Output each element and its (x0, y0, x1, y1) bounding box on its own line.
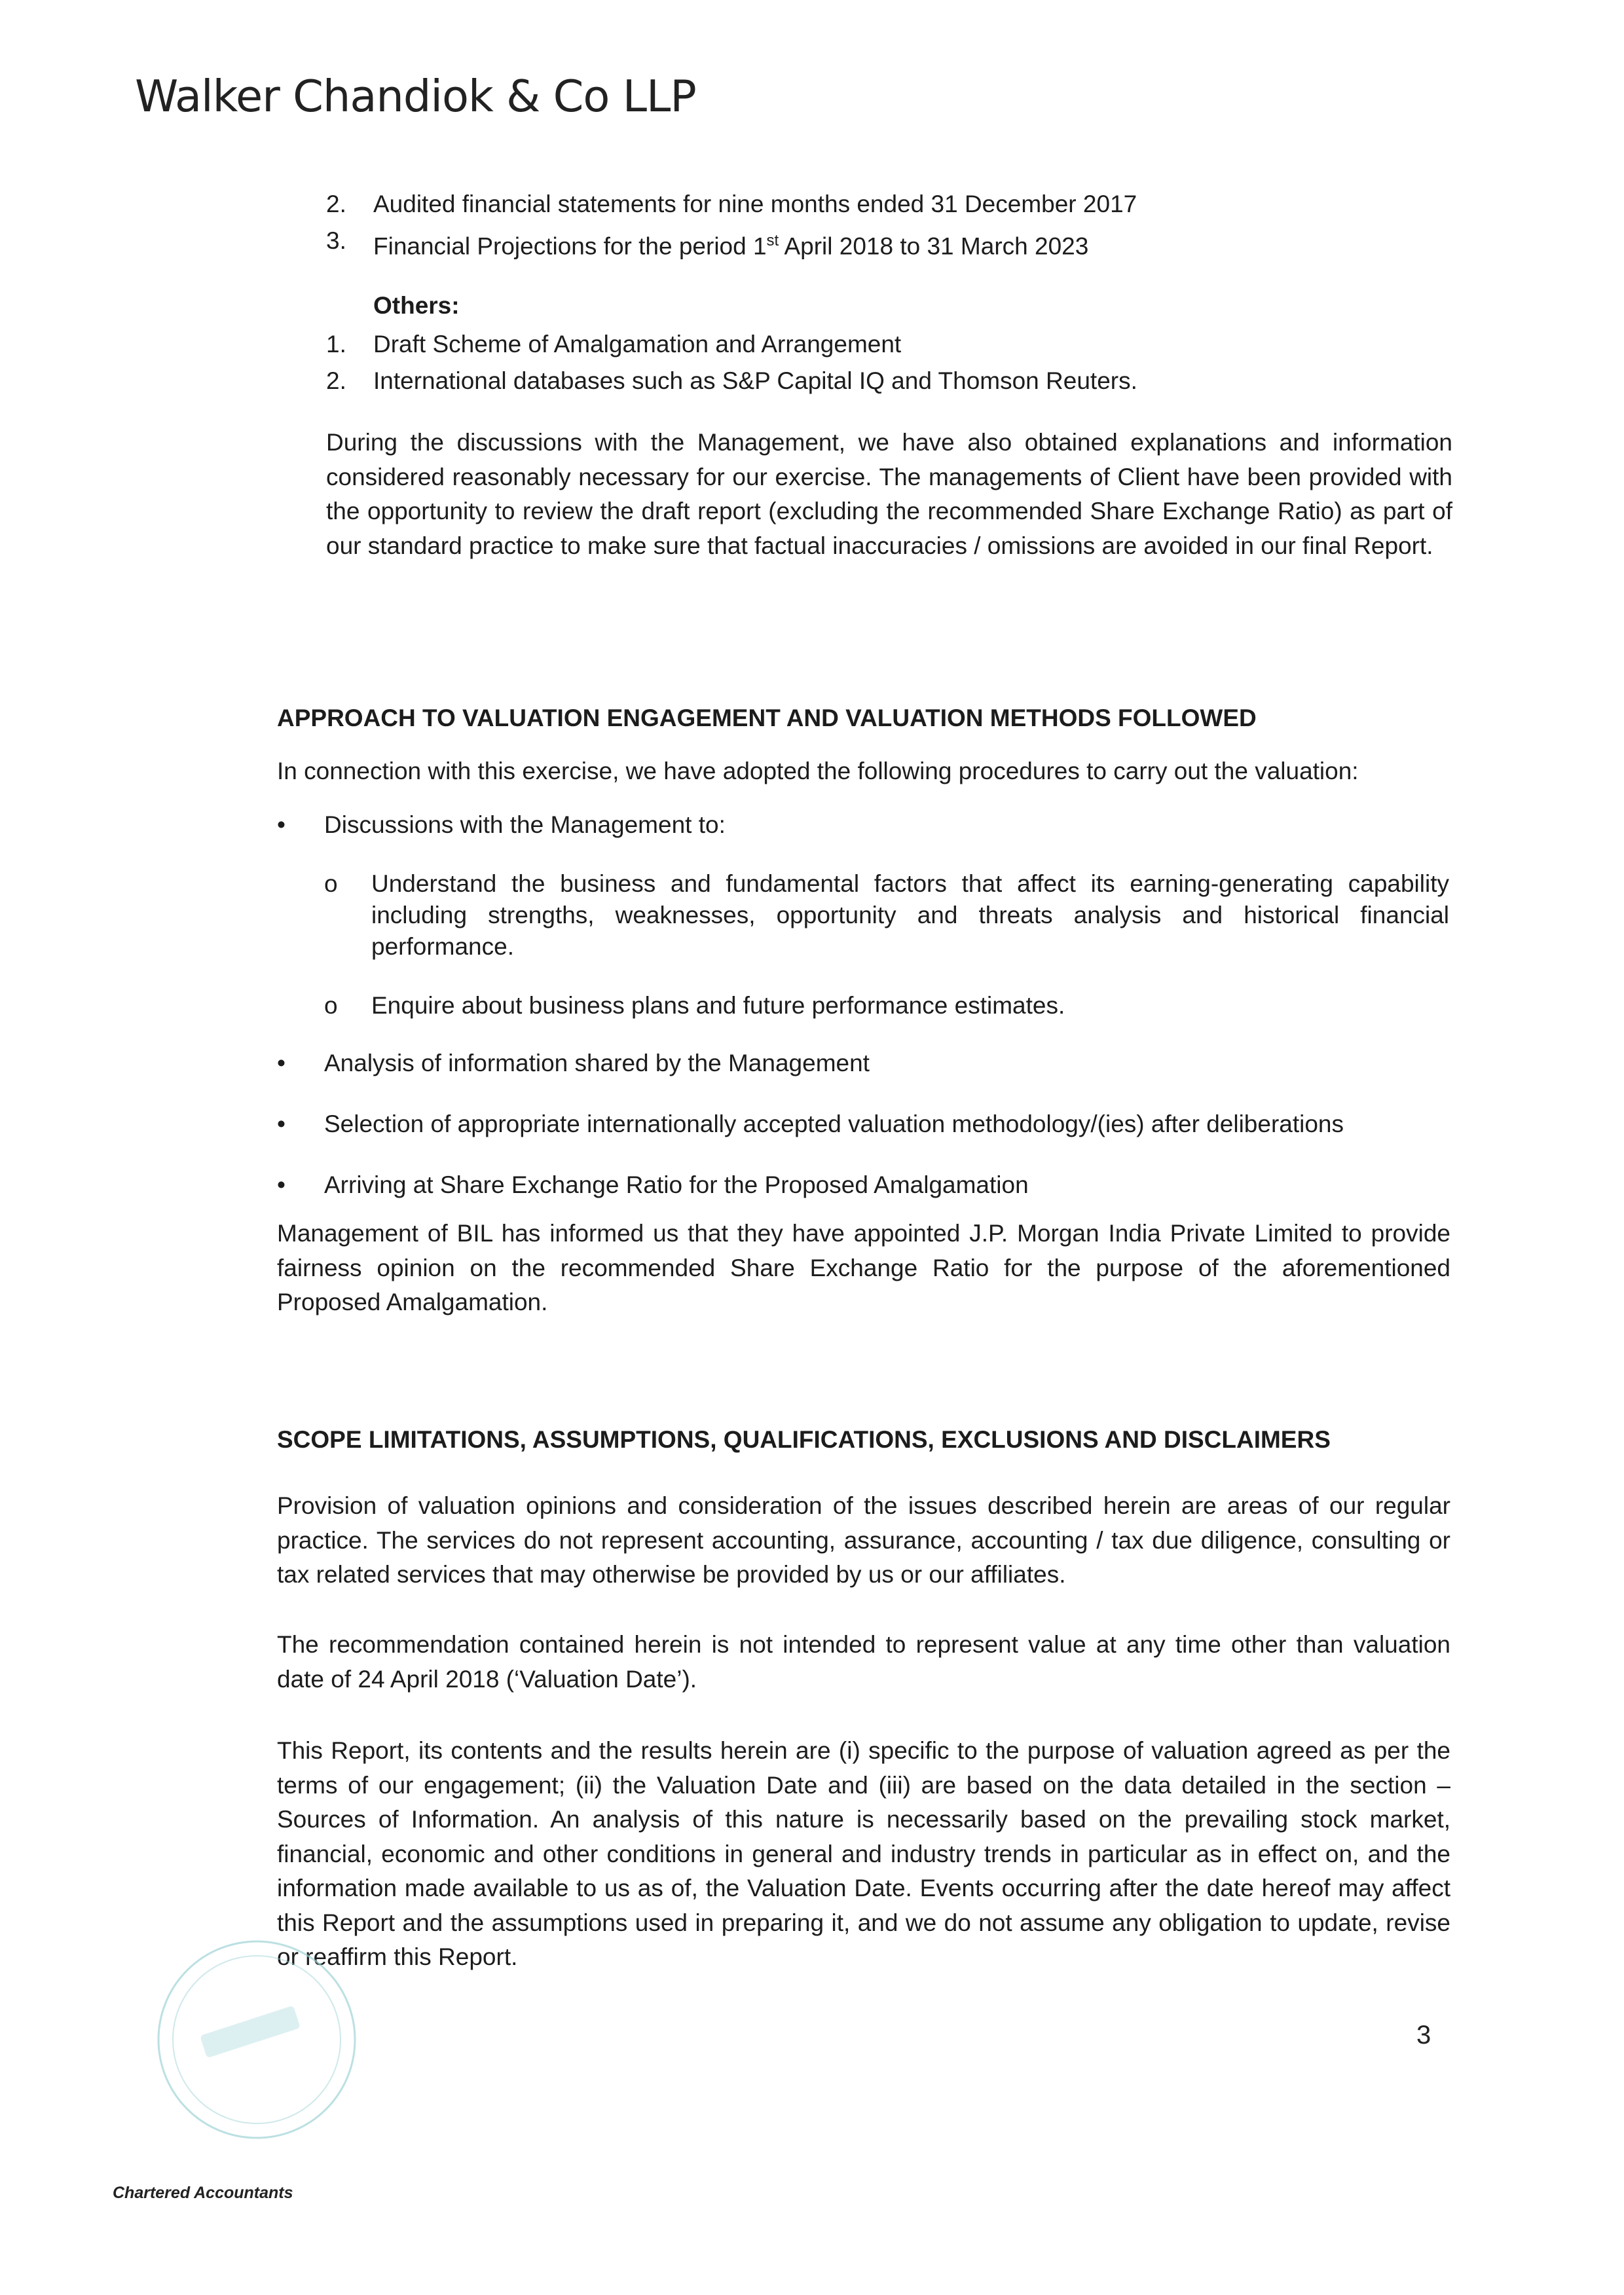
footer-label: Chartered Accountants (113, 2184, 293, 2202)
ordinal-suffix: st (766, 232, 779, 249)
sub-procedure-text: Enquire about business plans and future performance estimates. (371, 992, 1065, 1019)
procedure-item (277, 1048, 1449, 1079)
sub-procedure-text: Understand the business and fundamental factors that affect its earning-generating capability including strengths, weaknesses, opportunity and threats analysis and historical financial performance. (371, 870, 1449, 960)
procedure-text: Selection of appropriate internationally accepted valuation methodology/(ies) after deliberations (324, 1111, 1344, 1137)
list-item-text: Draft Scheme of Amalgamation and Arrangement (373, 331, 902, 358)
fairness-opinion-paragraph: Management of BIL has informed us that they have appointed J.P. Morgan India Private Limited to provide fairness opinion on the recommended Share Exchange Ratio for the purpose of the aforementioned Proposed Amalgamation. (277, 1220, 1450, 1315)
circle-bullet-icon: o (324, 992, 338, 1019)
procedure-text: Arriving at Share Exchange Ratio for the Proposed Amalgamation (324, 1171, 1029, 1198)
sub-procedure-item (324, 990, 1449, 1021)
list-item (326, 186, 1137, 223)
page-number: 3 (1416, 2021, 1431, 2049)
scope-paragraph: Provision of valuation opinions and consideration of the issues described herein are areas of our regular practice. The services do not represent accounting, assurance, accounting / tax due diligence, consulting or tax related services that may otherwise be provided by us or our affiliates. (277, 1492, 1450, 1588)
list-number: 2. (326, 367, 346, 394)
list-item (326, 363, 1137, 399)
approach-heading: APPROACH TO VALUATION ENGAGEMENT AND VALUATION METHODS FOLLOWED (277, 705, 1257, 731)
bullet-icon: • (277, 1050, 286, 1076)
firm-seal-stamp (139, 1925, 375, 2154)
sub-procedure-list (324, 868, 1449, 1021)
list-item-text: International databases such as S&P Capital IQ and Thomson Reuters. (373, 367, 1137, 394)
sources-list (326, 186, 1137, 265)
list-item (326, 223, 1137, 265)
scope-heading: SCOPE LIMITATIONS, ASSUMPTIONS, QUALIFICATIONS, EXCLUSIONS AND DISCLAIMERS (277, 1426, 1331, 1453)
procedure-list (277, 809, 1449, 1201)
sub-procedure-item (324, 868, 1449, 963)
circle-bullet-icon: o (324, 870, 338, 897)
list-number: 1. (326, 331, 346, 358)
list-number: 3. (326, 227, 346, 254)
bullet-icon: • (277, 1171, 286, 1198)
bullet-icon: • (277, 811, 286, 838)
scope-paragraph: This Report, its contents and the results herein are (i) specific to the purpose of valuation agreed as per the terms of our engagement; (ii) the Valuation Date and (iii) are based on the data detailed in the section – Sources of Information. An analysis of this nature is necessarily based on the prevailing stock market, financial, economic and other conditions in general and industry trends in particular as in effect on, and the information made available to us as of, the Valuation Date. Events occurring after the date hereof may affect this Report and the assumptions used in preparing it, and we do not assume any obligation to update, revise or reaffirm this Report. (277, 1737, 1450, 1970)
firm-logo: Walker Chandiok & Co LLP (135, 71, 696, 122)
discussion-paragraph: During the discussions with the Management, we have also obtained explanations and information considered reasonably necessary for our exercise. The managements of Client have been provided with the opportunity to review the draft report (excluding the recommended Share Exchange Ratio) as part of our standard practice to make sure that factual inaccuracies / omissions are avoided in our final Report. (326, 429, 1452, 559)
bullet-icon: • (277, 1111, 286, 1137)
list-item-text: Audited financial statements for nine months ended 31 December 2017 (373, 191, 1137, 217)
procedure-text: Analysis of information shared by the Management (324, 1050, 870, 1076)
list-item-text-before: Financial Projections for the period 1 (373, 232, 767, 260)
list-item-text-after: April 2018 to 31 March 2023 (779, 232, 1089, 260)
procedure-item (277, 809, 1449, 1021)
procedure-item (277, 1109, 1449, 1140)
list-number: 2. (326, 191, 346, 217)
approach-intro: In connection with this exercise, we have adopted the following procedures to carry out the valuation: (277, 758, 1359, 784)
others-list (326, 326, 1137, 399)
scope-paragraph: The recommendation contained herein is not intended to represent value at any time other than valuation date of 24 April 2018 (‘Valuation Date’). (277, 1631, 1450, 1693)
procedure-item (277, 1169, 1449, 1201)
procedure-text: Discussions with the Management to: (324, 811, 726, 838)
others-heading: Others: (373, 292, 460, 319)
stamp-center-mark (200, 2006, 301, 2059)
list-item (326, 326, 1137, 363)
